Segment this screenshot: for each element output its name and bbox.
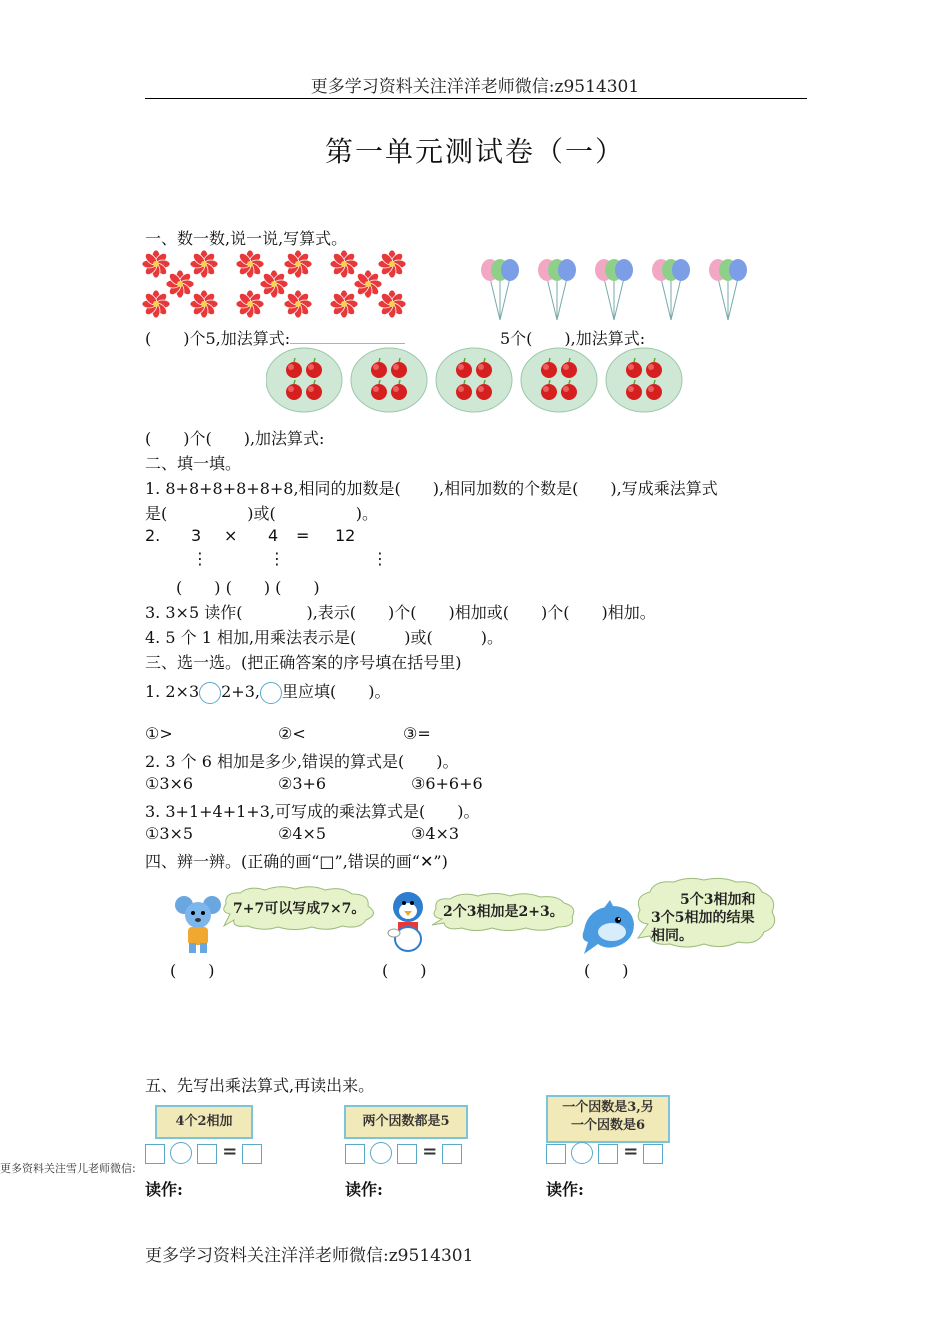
equals-sign: = bbox=[623, 1141, 639, 1162]
s3-q3: 3. 3+1+4+1+3,可写成的乘法算式是( )。 bbox=[145, 802, 480, 821]
read-label-1: 读作: bbox=[145, 1180, 183, 1199]
s2-q2-num: 2. bbox=[145, 526, 161, 545]
s2-q2-dots-3: ⋮ bbox=[372, 549, 388, 568]
s3-q1-opt2: ②< bbox=[278, 724, 306, 743]
apple-plates bbox=[266, 346, 686, 414]
s1-heading: 一、数一数,说一说,写算式。 bbox=[145, 229, 348, 248]
bubble-text-3-line3: 相同。 bbox=[651, 928, 693, 944]
product-box[interactable] bbox=[242, 1144, 262, 1164]
card-3-line2: 一个因数是6 bbox=[570, 1118, 646, 1133]
bubble-text-3-line1: 5个3相加和 bbox=[680, 892, 756, 908]
read-label-3: 读作: bbox=[546, 1180, 584, 1199]
q-flowers: ( )个5,加法算式: bbox=[145, 326, 405, 349]
s3-q2: 2. 3 个 6 相加是多少,错误的算式是( )。 bbox=[145, 752, 459, 771]
card-1: 4个2相加 bbox=[155, 1105, 253, 1139]
dolphin-character-icon bbox=[578, 900, 638, 958]
product-box[interactable] bbox=[442, 1144, 462, 1164]
top-watermark: 更多学习资料关注洋洋老师微信:z9514301 bbox=[310, 77, 640, 97]
header-rule bbox=[145, 98, 807, 99]
card-2: 两个因数都是5 bbox=[344, 1105, 468, 1139]
s3-q3-opt1: ①3×5 bbox=[145, 824, 194, 843]
balloon-bunches bbox=[478, 258, 763, 324]
bottom-watermark: 更多学习资料关注洋洋老师微信:z9514301 bbox=[145, 1246, 474, 1266]
compare-circle[interactable] bbox=[199, 682, 221, 704]
s2-q2-blanks: ( ) ( ) ( ) bbox=[176, 578, 320, 597]
penguin-character-icon bbox=[384, 889, 432, 955]
s2-q2-op: × bbox=[224, 526, 238, 545]
s3-q2-opt3: ③6+6+6 bbox=[411, 774, 483, 793]
s2-q2-b: 4 bbox=[268, 526, 279, 545]
judge-blank-3[interactable]: ( ) bbox=[584, 961, 629, 980]
operator-circle[interactable] bbox=[170, 1142, 192, 1164]
s3-heading: 三、选一选。(把正确答案的序号填在括号里) bbox=[145, 653, 462, 672]
s2-q4: 4. 5 个 1 相加,用乘法表示是( )或( )。 bbox=[145, 628, 504, 647]
equation-row-1 bbox=[145, 1142, 262, 1168]
s3-q1: 1. 2×3 2+3, 里应填( )。 bbox=[145, 679, 390, 704]
side-watermark: 更多资料关注雪儿老师微信: bbox=[0, 1162, 136, 1175]
factor-box[interactable] bbox=[145, 1144, 165, 1164]
s3-q2-opt2: ②3+6 bbox=[278, 774, 327, 793]
answer-line[interactable] bbox=[290, 331, 405, 344]
operator-circle[interactable] bbox=[571, 1142, 593, 1164]
factor-box[interactable] bbox=[397, 1144, 417, 1164]
s2-q2-dots-1: ⋮ bbox=[192, 549, 208, 568]
card-3-line1: 一个因数是3,另 bbox=[562, 1100, 654, 1115]
mouse-character-icon bbox=[175, 893, 223, 955]
equals-sign: = bbox=[422, 1141, 438, 1162]
s2-heading: 二、填一填。 bbox=[145, 454, 242, 473]
bubble-text-2: 2个3相加是2+3。 bbox=[443, 904, 564, 920]
judge-blank-2[interactable]: ( ) bbox=[382, 961, 427, 980]
flower-groups bbox=[140, 246, 415, 326]
s2-q2-c: 12 bbox=[335, 526, 356, 545]
bubble-text-3-line2: 3个5相加的结果 bbox=[651, 910, 755, 926]
factor-box[interactable] bbox=[197, 1144, 217, 1164]
equation-row-3 bbox=[546, 1142, 663, 1168]
factor-box[interactable] bbox=[598, 1144, 618, 1164]
s2-q2-dots-2: ⋮ bbox=[269, 549, 285, 568]
s2-q2-eq: = bbox=[296, 526, 310, 545]
equals-sign: = bbox=[222, 1141, 238, 1162]
card-3 bbox=[546, 1095, 670, 1143]
s3-q2-opt1: ①3×6 bbox=[145, 774, 194, 793]
s5-heading: 五、先写出乘法算式,再读出来。 bbox=[145, 1076, 375, 1095]
q-apples: ( )个( ),加法算式: bbox=[145, 429, 325, 448]
s2-q1b: 是( )或( )。 bbox=[145, 504, 378, 523]
compare-circle-ref bbox=[260, 682, 282, 704]
s2-q3: 3. 3×5 读作( ),表示( )个( )相加或( )个( )相加。 bbox=[145, 603, 656, 622]
q-balloons: 5个( ),加法算式: bbox=[500, 329, 646, 348]
read-label-2: 读作: bbox=[345, 1180, 383, 1199]
s3-q1-opt1: ①> bbox=[145, 724, 173, 743]
s3-q1-opt3: ③= bbox=[403, 724, 431, 743]
page-title: 第一单元测试卷（一） bbox=[324, 135, 625, 168]
operator-circle[interactable] bbox=[370, 1142, 392, 1164]
s2-q2-a: 3 bbox=[191, 526, 202, 545]
s3-q3-opt3: ③4×3 bbox=[411, 824, 460, 843]
s2-q1a: 1. 8+8+8+8+8+8,相同的加数是( ),相同加数的个数是( ),写成乘法算式 bbox=[145, 479, 718, 498]
product-box[interactable] bbox=[643, 1144, 663, 1164]
s4-heading: 四、辨一辨。(正确的画“□”,错误的画“✕”) bbox=[145, 852, 448, 871]
factor-box[interactable] bbox=[345, 1144, 365, 1164]
factor-box[interactable] bbox=[546, 1144, 566, 1164]
s3-q3-opt2: ②4×5 bbox=[278, 824, 327, 843]
bubble-text-1: 7+7可以写成7×7。 bbox=[233, 901, 366, 917]
equation-row-2 bbox=[345, 1142, 462, 1168]
judge-blank-1[interactable]: ( ) bbox=[170, 961, 215, 980]
